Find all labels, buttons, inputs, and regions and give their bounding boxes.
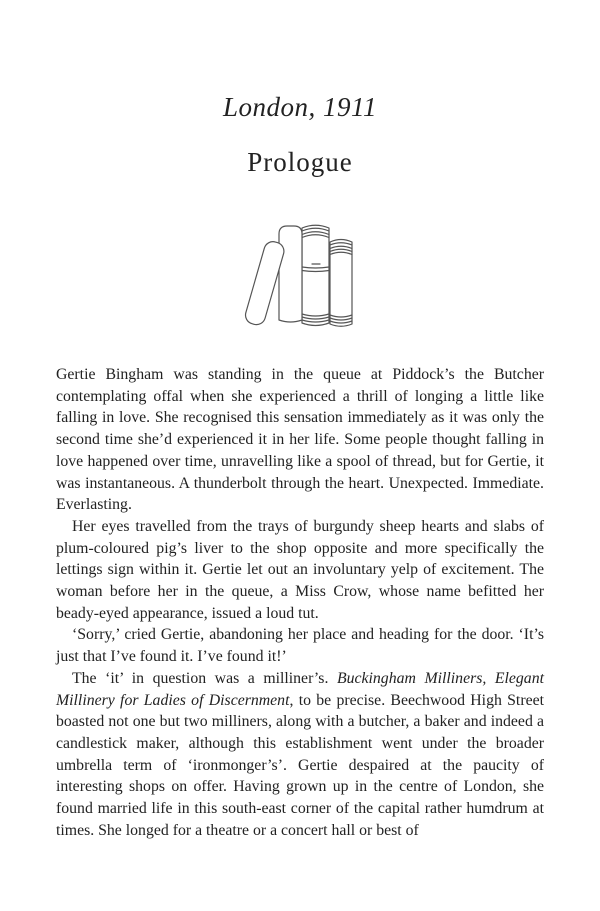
italic-text-segment: Buckingham Milliners, Elegant Millinery for Ladies of Discernment <box>56 669 544 709</box>
paragraph <box>56 624 544 667</box>
paragraph <box>56 516 544 625</box>
body-text <box>56 364 544 841</box>
text-segment: Gertie Bingham was standing in the queue at Piddock’s the Butcher contemplating offal when she experienced a thrill of longing a little like falling in love. She recognised this sensation immediately as it was only the second time she’d experienced it in her life. Some people thought falling in love happened over time, unravelling like a spool of thread, but for Gertie, it was instantaneous. A thunderbolt through the heart. Unexpected. Immediate. Everlasting. <box>56 366 544 514</box>
text-segment: The ‘it’ in question was a milliner’s. <box>72 669 337 687</box>
location-line: London, 1911 <box>222 92 377 122</box>
books-illustration <box>0 220 600 332</box>
paragraph <box>56 668 544 842</box>
text-segment: ‘Sorry,’ cried Gertie, abandoning her place and heading for the door. ‘It’s just that I’ve found it. I’ve found it!’ <box>56 626 544 666</box>
paragraph <box>56 364 544 516</box>
text-segment: , to be precise. Beechwood High Street boasted not one but two milliners, along with a butcher, a baker and indeed a candlestick maker, although this establishment went under the broader umbrella term of ‘ironmonger’s’. Gertie despaired at the paucity of interesting shops on offer. Having grown up in the centre of London, she found married life in this south-east corner of the capital rather humdrum at times. She longed for a theatre or a concert hall or best of <box>56 691 544 839</box>
chapter-title: Prologue <box>247 147 353 177</box>
text-segment: Her eyes travelled from the trays of burgundy sheep hearts and slabs of plum-coloured pig’s liver to the shop opposite and more specifically the lettings sign within it. Gertie let out an involuntary yelp of excitement. The woman before her in the queue, a Miss Crow, whose name befitted her beady-eyed appearance, issued a loud tut. <box>56 517 544 622</box>
books-icon <box>242 220 358 332</box>
